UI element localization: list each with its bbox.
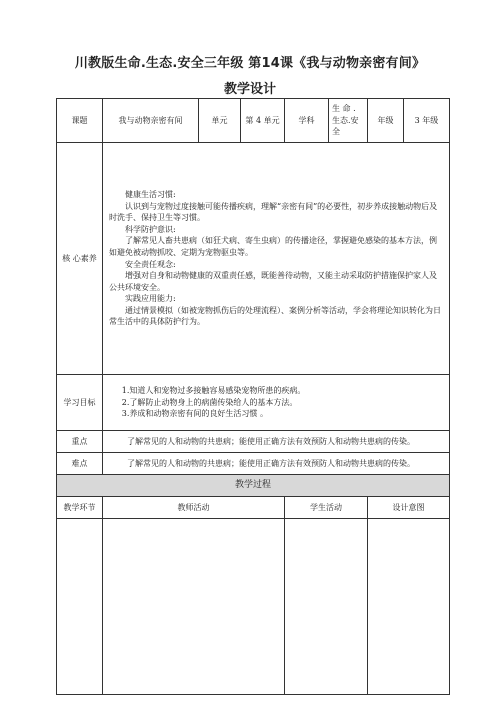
- unit-label: 单元: [199, 99, 241, 143]
- goal-item-3: 3.养成和动物亲密有间的良好生活习惯 。: [121, 409, 268, 419]
- process-student-cell: [285, 519, 368, 695]
- goals-content: [103, 375, 450, 431]
- process-teacher-cell: [103, 519, 285, 695]
- core-literacy-label: 核 心素养: [57, 143, 103, 375]
- grade-value: 3 年级: [404, 99, 450, 143]
- process-col-intent: 设计意图: [368, 497, 450, 519]
- core-literacy-row: [57, 143, 450, 375]
- process-header-row: [57, 475, 450, 497]
- core-heading-1: 健康生活习惯:: [125, 189, 176, 199]
- core-heading-3: 安全责任观念:: [125, 259, 176, 269]
- core-text-1: 认识到与宠物过度接触可能传播疾病，理解“亲密有间”的必要性，初步养成接触动物后及时洗手、保持卫生等习惯。: [109, 201, 438, 223]
- key-point-row: [57, 431, 450, 453]
- core-text-2: 了解常见人畜共患病（如狂犬病、寄生虫病）的传播途径，掌握避免感染的基本方法，例如避免被动物抓咬、定期为宠物驱虫等。: [109, 236, 437, 257]
- process-header: 教学过程: [57, 475, 450, 497]
- process-body-row: [57, 519, 450, 695]
- difficult-point-label: 难点: [57, 453, 103, 475]
- goals-row: [57, 375, 450, 431]
- process-col-student: 学生活动: [285, 497, 368, 519]
- subject-label: 学科: [285, 99, 329, 143]
- key-point-label: 重点: [57, 431, 103, 453]
- course-label: 课题: [57, 99, 103, 143]
- document-subtitle: 教学设计: [223, 82, 276, 97]
- process-col-teacher: 教师活动: [103, 497, 285, 519]
- core-heading-4: 实践应用能力:: [125, 294, 176, 304]
- process-stage-cell: [57, 519, 103, 695]
- course-value: 我与动物亲密有间: [103, 99, 199, 143]
- subject-value: 生 命 . 生态.安全: [329, 99, 368, 143]
- document-title: 川教版生命.生态.安全三年级 第14课《我与动物亲密有间》: [74, 56, 426, 71]
- difficult-point-text: 了解常见的人和动物的共患病；能使用正确方法有效预防人和动物共患病的传染。: [103, 453, 450, 475]
- core-heading-2: 科学防护意识:: [125, 224, 176, 234]
- unit-value: 第 4 单元: [241, 99, 285, 143]
- goals-label: 学习目标: [57, 375, 103, 431]
- core-literacy-content: [103, 143, 450, 375]
- grade-label: 年级: [368, 99, 404, 143]
- core-text-3: 增强对自身和动物健康的双重责任感，既能善待动物，又能主动采取防护措施保护家人及公共环境安全。: [109, 271, 437, 292]
- header-row: [57, 99, 450, 143]
- process-columns-row: [57, 497, 450, 519]
- core-text-4: 通过情景模拟（如被宠物抓伤后的处理流程）、案例分析等活动，学会将理论知识转化为日常生活中的具体防护行为。: [109, 305, 441, 327]
- difficult-point-row: [57, 453, 450, 475]
- goal-item-1: 1.知道人和宠物过多接触容易感染宠物所患的疾病。: [121, 386, 306, 396]
- process-intent-cell: [368, 519, 450, 695]
- process-col-stage: 教学环节: [57, 497, 103, 519]
- key-point-text: 了解常见的人和动物的共患病；能使用正确方法有效预防人和动物共患病的传染。: [103, 431, 450, 453]
- lesson-plan-table: [56, 98, 450, 695]
- goal-item-2: 2.了解防止动物身上的病菌传染给人的基本方法。: [121, 397, 298, 407]
